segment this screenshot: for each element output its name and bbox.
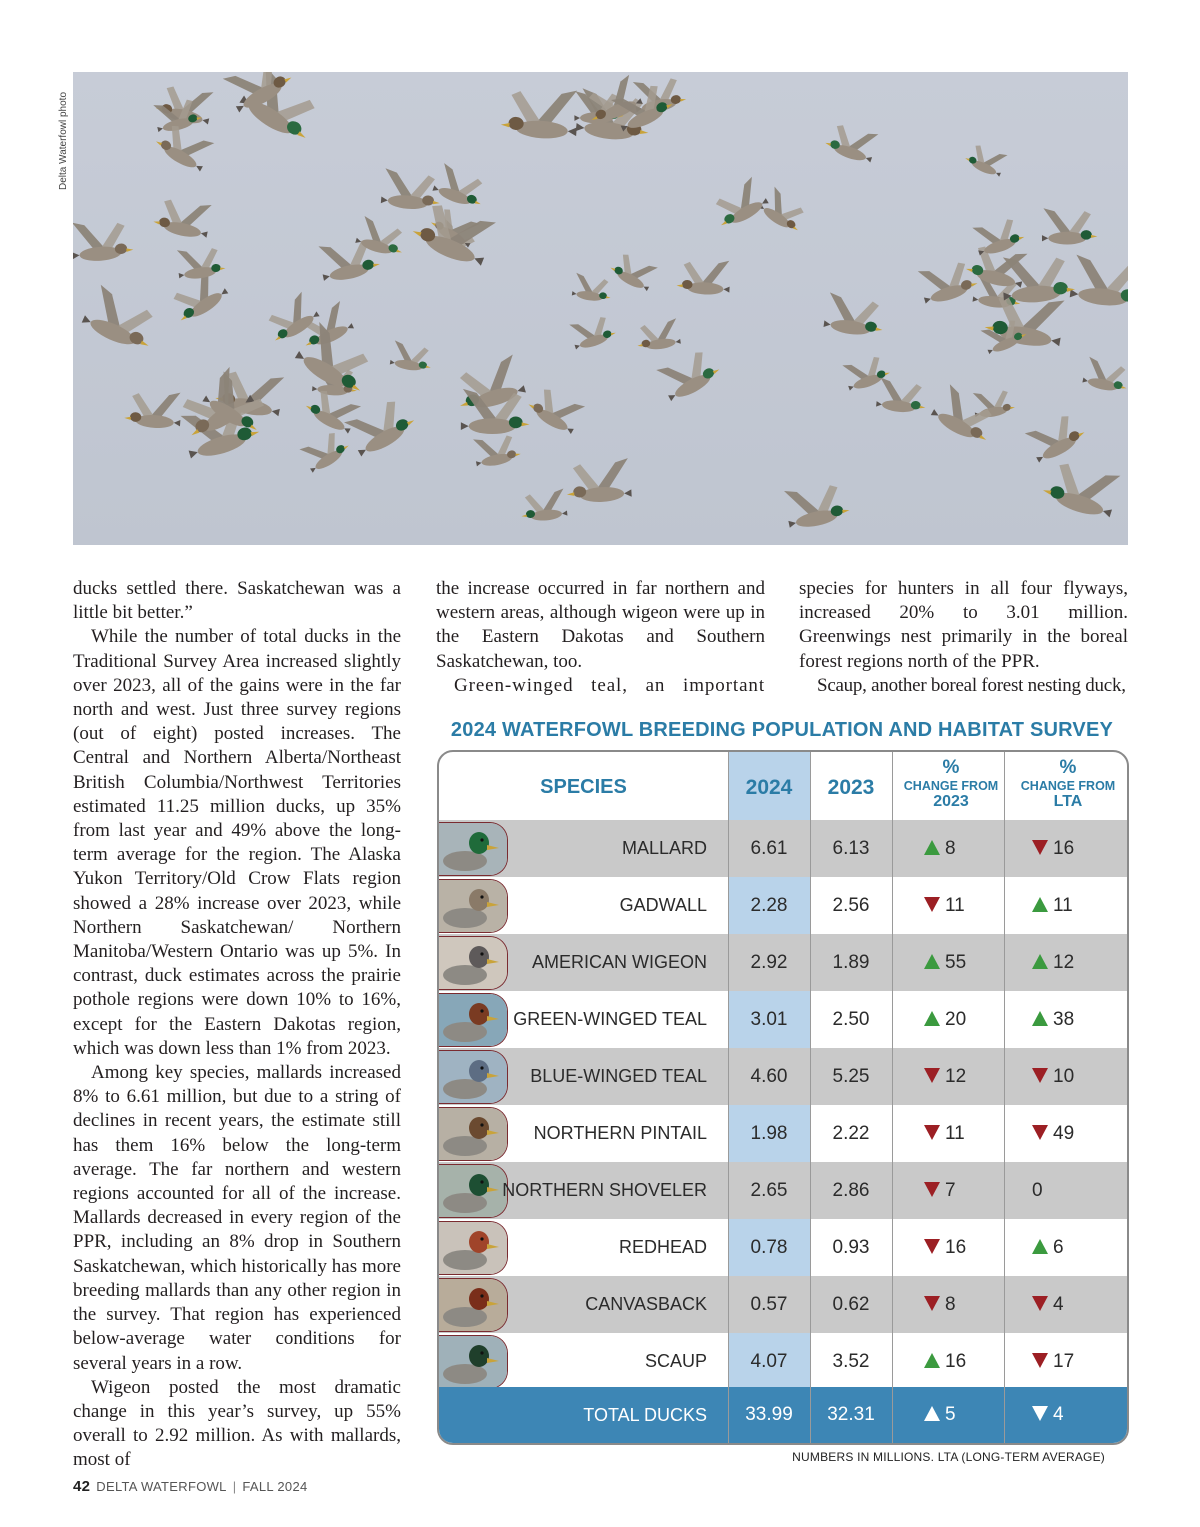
value-2024: 1.98 [750, 1123, 788, 1144]
down-arrow-icon [924, 1125, 940, 1140]
up-arrow-icon [924, 1406, 940, 1421]
table-row [439, 934, 1127, 991]
total-row [439, 1387, 1127, 1443]
issue-label: FALL 2024 [242, 1479, 308, 1494]
change-from-lta: 11 [1032, 877, 1112, 934]
down-arrow-icon [1032, 1068, 1048, 1083]
value-2023: 6.13 [832, 838, 870, 859]
table-header [439, 752, 1127, 820]
species-name: GREEN-WINGED TEAL [513, 1009, 707, 1029]
change-from-2023: 16 [924, 1219, 1004, 1276]
up-arrow-icon [924, 840, 940, 855]
species-name: BLUE-WINGED TEAL [530, 1066, 707, 1086]
population-table [437, 750, 1129, 1445]
change-from-lta: 6 [1032, 1219, 1112, 1276]
total-2023: 32.31 [827, 1404, 875, 1425]
total-change-lta: 4 [1032, 1387, 1112, 1444]
change-from-2023: 8 [924, 820, 1004, 877]
value-2023: 0.93 [832, 1237, 870, 1258]
value-2023: 0.62 [832, 1294, 870, 1315]
table-row [439, 1105, 1127, 1162]
value-2023: 2.22 [832, 1123, 870, 1144]
text-column-1 [73, 577, 401, 1473]
paragraph: Wigeon posted the most dramatic change in this year’s survey, up 55% overall to 2.92 million. As with mallards, most of [73, 1376, 401, 1471]
down-arrow-icon [924, 1182, 940, 1197]
down-arrow-icon [924, 1239, 940, 1254]
up-arrow-icon [924, 1353, 940, 1368]
column-divider [810, 752, 811, 1443]
column-divider [892, 752, 893, 1443]
up-arrow-icon [1032, 897, 1048, 912]
species-name: GADWALL [619, 895, 707, 915]
value-2024: 2.28 [750, 895, 788, 916]
change-from-lta: 0 [1032, 1180, 1043, 1201]
down-arrow-icon [1032, 1125, 1048, 1140]
change-from-2023: 55 [924, 934, 1004, 991]
duck-thumbnail [439, 1221, 508, 1275]
value-2023: 5.25 [832, 1066, 870, 1087]
down-arrow-icon [924, 1296, 940, 1311]
down-arrow-icon [924, 1068, 940, 1083]
duck-thumbnail [439, 1278, 508, 1332]
change-from-2023: 20 [924, 991, 1004, 1048]
table-row [439, 1219, 1127, 1276]
table-row [439, 1333, 1127, 1390]
duck-thumbnail [439, 936, 508, 990]
paragraph: species for hunters in all four flyways, increased 20% to 3.01 million. Greenwings nest primarily in the boreal forest regions north of the PPR. [799, 578, 1128, 672]
change-from-lta: 4 [1032, 1276, 1112, 1333]
table-footnote: NUMBERS IN MILLIONS. LTA (LONG-TERM AVERAGE) [792, 1450, 1105, 1464]
change-from-lta: 49 [1032, 1105, 1112, 1162]
column-divider [728, 752, 729, 1443]
table-row [439, 1048, 1127, 1105]
paragraph: ducks settled there. Saskatchewan was a little bit better.” [73, 578, 401, 624]
down-arrow-icon [1032, 1406, 1048, 1421]
up-arrow-icon [1032, 954, 1048, 969]
change-from-2023: 12 [924, 1048, 1004, 1105]
header-species: SPECIES [540, 776, 627, 798]
value-2024: 0.57 [750, 1294, 788, 1315]
duck-thumbnail [439, 993, 508, 1047]
page-footer: 42 DELTA WATERFOWL | FALL 2024 [73, 1478, 308, 1495]
value-2023: 2.86 [832, 1180, 870, 1201]
text-column-3 [799, 577, 1128, 698]
page-number: 42 [73, 1478, 91, 1495]
value-2024: 4.60 [750, 1066, 788, 1087]
column-divider [1004, 752, 1005, 1443]
total-change-2023: 5 [924, 1387, 1004, 1444]
change-from-lta: 10 [1032, 1048, 1112, 1105]
change-from-2023: 11 [924, 1105, 1004, 1162]
total-label: TOTAL DUCKS [583, 1405, 707, 1425]
down-arrow-icon [924, 897, 940, 912]
change-from-lta: 38 [1032, 991, 1112, 1048]
text-column-2 [436, 577, 765, 698]
duck-thumbnail [439, 1107, 508, 1161]
value-2024: 0.78 [750, 1237, 788, 1258]
duck-thumbnail [439, 1164, 508, 1218]
table-row [439, 1276, 1127, 1333]
value-2024: 2.92 [750, 952, 788, 973]
header-2024: 2024 [745, 776, 793, 799]
total-2024: 33.99 [745, 1404, 793, 1425]
value-2024: 6.61 [750, 838, 788, 859]
value-2024: 3.01 [750, 1009, 788, 1030]
table-row [439, 1162, 1127, 1219]
down-arrow-icon [1032, 840, 1048, 855]
change-from-2023: 11 [924, 877, 1004, 934]
change-from-lta: 12 [1032, 934, 1112, 991]
value-2024: 4.07 [750, 1351, 788, 1372]
paragraph: Green-winged teal, an important [454, 674, 765, 696]
duck-thumbnail [439, 1050, 508, 1104]
species-name: NORTHERN PINTAIL [533, 1123, 707, 1143]
species-name: NORTHERN SHOVELER [502, 1180, 707, 1200]
up-arrow-icon [1032, 1239, 1048, 1254]
change-from-2023: 8 [924, 1276, 1004, 1333]
value-2023: 2.56 [832, 895, 870, 916]
down-arrow-icon [1032, 1296, 1048, 1311]
paragraph: the increase occurred in far northern and western areas, although wigeon were up in the Eastern Dakotas and Southern Saskatchewan, too. [436, 578, 765, 672]
value-2023: 1.89 [832, 952, 870, 973]
duck-thumbnail [439, 879, 508, 933]
header-2023: 2023 [827, 776, 875, 799]
paragraph: While the number of total ducks in the Traditional Survey Area increased slightly over 2023, all of the gains were in the far north and west. Just three survey regions (out of eight) posted increases. The Central and Northern Alberta/Northeast British Columbia/Northwest Territories estimated 11.25 million ducks, up 35% from last year and 49% above the long-term average for the region. The Alaska Yukon Territory/Old Crow Flats region showed a 28% increase over 2023, while Northern Saskatchewan/ Northern Manitoba/Western Ontario was up 5%. In contrast, duck estimates across the prairie pothole regions were down 10% to 16%, except for the Eastern Dakotas region, which was down less than 1% from 2023. [73, 626, 401, 1059]
paragraph: Among key species, mallards increased 8% to 6.61 million, but due to a string of declines in recent years, the estimate still has them 16% below the long-term average. The far northern and western regions accounted for all of the increase. Mallards decreased in every region of the PPR, including an 8% drop in Southern Saskatchewan, which historically has more breeding mallards than any other region in the survey. That region has experienced below-average water conditions for several years in a row. [73, 1062, 401, 1374]
table-row [439, 877, 1127, 934]
paragraph: Scaup, another boreal forest nesting duck, [817, 674, 1126, 696]
species-name: SCAUP [644, 1351, 707, 1371]
publication-name: DELTA WATERFOWL [96, 1479, 227, 1494]
up-arrow-icon [924, 1011, 940, 1026]
table-title: 2024 WATERFOWL BREEDING POPULATION AND HABITAT SURVEY [450, 719, 1114, 741]
header-change-lta: % CHANGE FROM LTA [1020, 757, 1116, 810]
change-from-2023: 16 [924, 1333, 1004, 1390]
change-from-lta: 16 [1032, 820, 1112, 877]
up-arrow-icon [924, 954, 940, 969]
change-from-2023: 7 [924, 1162, 1004, 1219]
hero-photo [73, 72, 1128, 545]
value-2023: 3.52 [832, 1351, 870, 1372]
species-name: MALLARD [621, 838, 707, 858]
value-2023: 2.50 [832, 1009, 870, 1030]
photo-credit: Delta Waterfowl photo [58, 91, 69, 190]
duck-thumbnail [439, 822, 508, 876]
table-row [439, 991, 1127, 1048]
species-name: REDHEAD [618, 1237, 707, 1257]
up-arrow-icon [1032, 1011, 1048, 1026]
duck-thumbnail [439, 1335, 508, 1389]
species-name: AMERICAN WIGEON [531, 952, 707, 972]
value-2024: 2.65 [750, 1180, 788, 1201]
table-row [439, 820, 1127, 877]
header-change-2023: % CHANGE FROM 2023 [903, 757, 999, 810]
down-arrow-icon [1032, 1353, 1048, 1368]
species-name: CANVASBACK [585, 1294, 707, 1314]
change-from-lta: 17 [1032, 1333, 1112, 1390]
